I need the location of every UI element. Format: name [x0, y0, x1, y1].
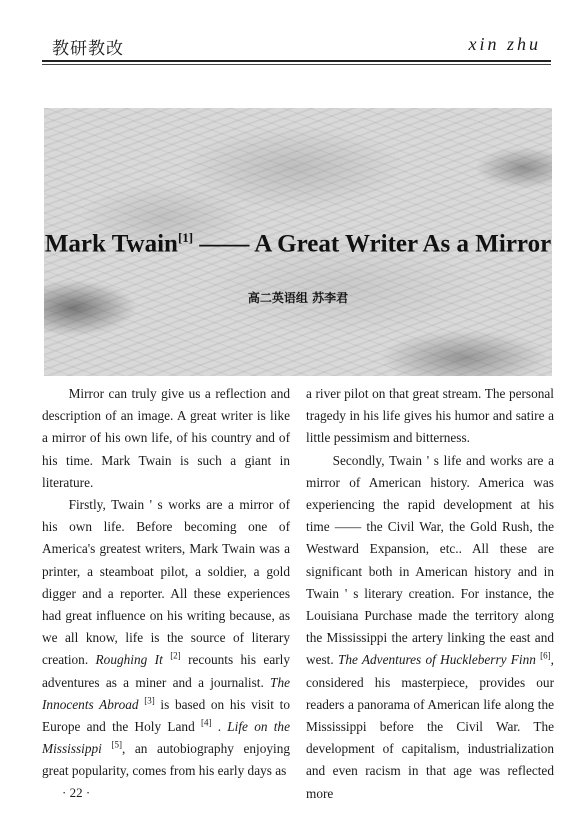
header-rule — [42, 60, 551, 62]
footnote-ref: [4] — [200, 717, 212, 728]
header-rule-thin — [42, 64, 551, 65]
book-title: The Adventures of Huckleberry Finn — [337, 652, 536, 668]
book-title: Life on the Mississippi — [42, 719, 290, 757]
paragraph-firstly: Firstly, Twain ' s works are a mirror of his own life. Before becoming one of America's greatest writers, Mark Twain was a printer, a steamboat pilot, a soldier, a gold digger and a reporter. All these experiences had great influence on his writing because, as we all know, life is the source of literary creation. Roughing It [2] recounts his early adventures as a miner and a journalist. The Innocents Abroad [3] is based on his visit to Europe and the Holy Land [4] . Life on the Mississippi [5], an autobiography enjoying great popularity, comes from his early days as — [42, 497, 291, 779]
header-running-title: xin zhu — [468, 34, 541, 54]
body-column-right — [306, 383, 554, 805]
book-title: The Innocents Abroad — [42, 674, 290, 712]
title-banner — [44, 108, 552, 376]
paragraph-secondly: Secondly, Twain ' s life and works are a mirror of American history. America was experiencing the rapid development at his time —— the Civil War, the Gold Rush, the Westward Expansion, etc.. All these are significant both in American history and in Twain ' s literary creation. For instance, the Louisiana Purchase made the territory along the Mississippi the artery linking the east and west. The Adventures of Huckleberry Finn [6], considered his masterpiece, provides our readers a panorama of American life along the Mississippi before the Civil War. The development of capitalism, industrialization and even racism in that age was reflected more — [306, 452, 554, 801]
footnote-ref: [3] — [144, 695, 155, 706]
article-author: 高二英语组 苏李君 — [247, 291, 349, 305]
page-number: · 22 · — [62, 785, 91, 800]
title-footnote-ref: [1] — [177, 230, 194, 245]
header-section-label: 教研教改 — [52, 39, 124, 59]
footnote-ref: [6] — [540, 651, 551, 662]
book-title: Roughing It — [95, 652, 163, 668]
article-title: Mark Twain[1] —— A Great Writer As a Mirror — [44, 230, 552, 258]
paragraph-intro: Mirror can truly give us a reflection and description of an image. A great writer is like a mirror of his own life, of his country and of his time. Mark Twain is such a giant in literature. — [42, 386, 290, 490]
footnote-ref: [5] — [111, 739, 122, 750]
body-column-left — [42, 383, 290, 783]
footnote-ref: [2] — [170, 651, 181, 662]
paragraph-firstly-continued: a river pilot on that great stream. The personal tragedy in his life gives his humor and satire a little pessimism and bitterness. — [306, 386, 554, 446]
